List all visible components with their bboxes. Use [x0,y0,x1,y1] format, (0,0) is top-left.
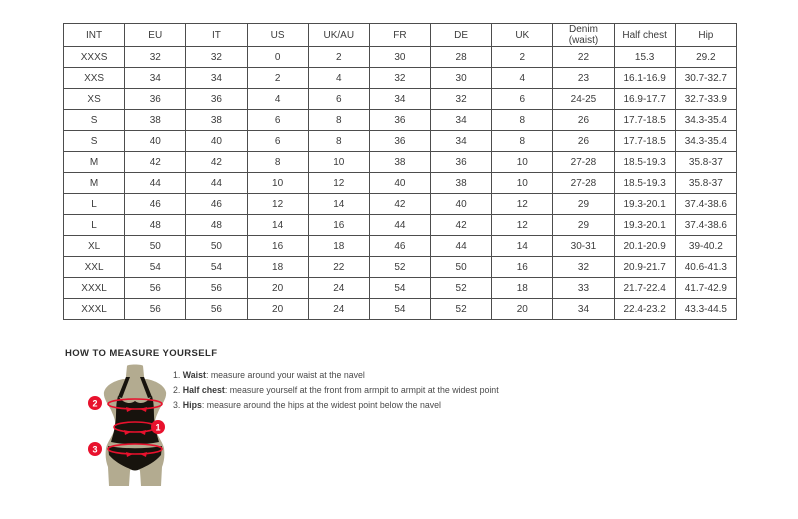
table-row [64,215,737,236]
size-value-cell: 48 [125,215,186,236]
size-value-cell: 32 [125,47,186,68]
size-value-cell: 16 [308,215,369,236]
size-value-cell: 20.9-21.7 [614,257,675,278]
size-value-cell: 6 [308,89,369,110]
size-value-cell: 20.1-20.9 [614,236,675,257]
size-value-cell: 27-28 [553,173,614,194]
size-value-cell: 16 [492,257,553,278]
size-value-cell: 38 [186,110,247,131]
size-value-cell: 56 [186,278,247,299]
size-value-cell: 54 [369,278,430,299]
measure-step [173,401,593,410]
size-value-cell: 29 [553,215,614,236]
size-value-cell: 40.6-41.3 [675,257,736,278]
size-label-cell: S [64,131,125,152]
size-value-cell: 56 [125,299,186,320]
column-header-fr: FR [369,24,430,47]
size-value-cell: 34 [431,110,492,131]
size-value-cell: 50 [186,236,247,257]
step-number: 3. [173,400,181,411]
size-value-cell: 8 [247,152,308,173]
size-value-cell: 37.4-38.6 [675,194,736,215]
column-header-hip: Hip [675,24,736,47]
size-value-cell: 36 [369,110,430,131]
size-label-cell: XXXL [64,278,125,299]
size-value-cell: 46 [125,194,186,215]
table-row [64,257,737,278]
size-value-cell: 10 [492,152,553,173]
size-value-cell: 34.3-35.4 [675,131,736,152]
table-row [64,236,737,257]
table-row [64,47,737,68]
table-row [64,152,737,173]
measure-steps-list [173,371,593,417]
size-value-cell: 34 [369,89,430,110]
size-value-cell: 20 [247,278,308,299]
size-value-cell: 40 [186,131,247,152]
size-value-cell: 54 [369,299,430,320]
size-label-cell: XXL [64,257,125,278]
column-header-eu: EU [125,24,186,47]
marker-1-label: 1 [155,422,161,433]
size-chart [63,23,737,320]
size-value-cell: 2 [247,68,308,89]
size-value-cell: 15.3 [614,47,675,68]
size-value-cell: 10 [247,173,308,194]
table-row [64,110,737,131]
size-value-cell: 34 [125,68,186,89]
step-text: : measure yourself at the front from armpit to armpit at the widest point [224,385,499,396]
size-value-cell: 14 [247,215,308,236]
size-value-cell: 34.3-35.4 [675,110,736,131]
size-value-cell: 0 [247,47,308,68]
size-label-cell: S [64,110,125,131]
size-value-cell: 30 [431,68,492,89]
size-value-cell: 24-25 [553,89,614,110]
size-value-cell: 6 [492,89,553,110]
size-label-cell: XXS [64,68,125,89]
column-header-de: DE [431,24,492,47]
size-value-cell: 44 [369,215,430,236]
size-value-cell: 54 [125,257,186,278]
camisole-bodice [111,396,159,444]
size-value-cell: 18.5-19.3 [614,173,675,194]
size-label-cell: M [64,152,125,173]
size-value-cell: 8 [308,110,369,131]
size-value-cell: 36 [431,152,492,173]
size-value-cell: 32.7-33.9 [675,89,736,110]
size-value-cell: 29.2 [675,47,736,68]
size-value-cell: 17.7-18.5 [614,110,675,131]
size-value-cell: 4 [247,89,308,110]
size-value-cell: 40 [125,131,186,152]
step-number: 2. [173,385,181,396]
size-value-cell: 24 [308,278,369,299]
size-value-cell: 52 [431,278,492,299]
table-row [64,173,737,194]
size-chart-table [63,23,737,320]
size-value-cell: 52 [369,257,430,278]
size-value-cell: 18 [492,278,553,299]
size-value-cell: 14 [308,194,369,215]
size-value-cell: 12 [308,173,369,194]
size-value-cell: 34 [553,299,614,320]
size-value-cell: 32 [369,68,430,89]
size-value-cell: 50 [125,236,186,257]
size-value-cell: 20 [492,299,553,320]
size-value-cell: 35.8-37 [675,173,736,194]
size-value-cell: 32 [553,257,614,278]
size-value-cell: 39-40.2 [675,236,736,257]
size-value-cell: 46 [369,236,430,257]
marker-3-label: 3 [92,444,98,455]
size-value-cell: 36 [125,89,186,110]
size-value-cell: 44 [431,236,492,257]
table-row [64,299,737,320]
step-text: : measure around the hips at the widest point below the navel [201,400,441,411]
size-value-cell: 8 [308,131,369,152]
size-value-cell: 38 [431,173,492,194]
size-value-cell: 38 [125,110,186,131]
size-value-cell: 18 [247,257,308,278]
size-value-cell: 6 [247,110,308,131]
column-header-uk-au: UK/AU [308,24,369,47]
size-value-cell: 17.7-18.5 [614,131,675,152]
size-label-cell: L [64,215,125,236]
size-value-cell: 12 [492,194,553,215]
size-value-cell: 18.5-19.3 [614,152,675,173]
size-value-cell: 52 [431,299,492,320]
step-number: 1. [173,370,181,380]
size-value-cell: 12 [247,194,308,215]
size-value-cell: 42 [186,152,247,173]
size-value-cell: 46 [186,194,247,215]
size-value-cell: 12 [492,215,553,236]
size-value-cell: 10 [308,152,369,173]
size-value-cell: 54 [186,257,247,278]
size-value-cell: 4 [492,68,553,89]
size-value-cell: 41.7-42.9 [675,278,736,299]
size-value-cell: 10 [492,173,553,194]
size-value-cell: 22 [553,47,614,68]
size-chart-header [64,24,737,47]
size-value-cell: 36 [369,131,430,152]
size-value-cell: 2 [308,47,369,68]
column-header-uk: UK [492,24,553,47]
size-value-cell: 35.8-37 [675,152,736,173]
size-value-cell: 19.3-20.1 [614,215,675,236]
size-value-cell: 27-28 [553,152,614,173]
size-value-cell: 34 [186,68,247,89]
size-value-cell: 38 [369,152,430,173]
size-value-cell: 30-31 [553,236,614,257]
size-value-cell: 42 [369,194,430,215]
size-value-cell: 24 [308,299,369,320]
table-row [64,131,737,152]
step-text: : measure around your waist at the navel [205,370,365,380]
header-row [64,24,737,47]
table-row [64,278,737,299]
step-label: Waist [180,370,206,380]
column-header-it: IT [186,24,247,47]
size-value-cell: 26 [553,131,614,152]
marker-2-label: 2 [92,398,98,409]
size-value-cell: 48 [186,215,247,236]
size-value-cell: 40 [431,194,492,215]
size-value-cell: 16.1-16.9 [614,68,675,89]
size-label-cell: XXXS [64,47,125,68]
column-header-us: US [247,24,308,47]
size-value-cell: 33 [553,278,614,299]
size-value-cell: 22.4-23.2 [614,299,675,320]
size-value-cell: 37.4-38.6 [675,215,736,236]
size-value-cell: 50 [431,257,492,278]
size-chart-body [64,47,737,320]
size-value-cell: 56 [125,278,186,299]
column-header-int: INT [64,24,125,47]
size-label-cell: L [64,194,125,215]
measure-section-title: HOW TO MEASURE YOURSELF [65,348,218,359]
size-label-cell: XL [64,236,125,257]
size-value-cell: 4 [308,68,369,89]
table-row [64,89,737,110]
size-value-cell: 36 [186,89,247,110]
table-row [64,68,737,89]
size-value-cell: 23 [553,68,614,89]
table-row [64,194,737,215]
size-label-cell: M [64,173,125,194]
size-value-cell: 40 [369,173,430,194]
measure-step [173,386,593,395]
size-value-cell: 28 [431,47,492,68]
size-value-cell: 29 [553,194,614,215]
size-value-cell: 42 [431,215,492,236]
size-value-cell: 21.7-22.4 [614,278,675,299]
size-value-cell: 42 [125,152,186,173]
column-header-denim-waist-: Denim (waist) [553,24,614,47]
measure-step [173,371,593,380]
size-value-cell: 8 [492,110,553,131]
size-value-cell: 14 [492,236,553,257]
size-value-cell: 56 [186,299,247,320]
size-value-cell: 30 [369,47,430,68]
size-label-cell: XS [64,89,125,110]
size-value-cell: 44 [125,173,186,194]
step-label: Hips [180,400,202,411]
size-value-cell: 16 [247,236,308,257]
size-value-cell: 20 [247,299,308,320]
size-value-cell: 32 [186,47,247,68]
size-value-cell: 18 [308,236,369,257]
size-value-cell: 26 [553,110,614,131]
size-value-cell: 44 [186,173,247,194]
size-label-cell: XXXL [64,299,125,320]
size-value-cell: 30.7-32.7 [675,68,736,89]
size-value-cell: 22 [308,257,369,278]
size-value-cell: 43.3-44.5 [675,299,736,320]
column-header-half-chest: Half chest [614,24,675,47]
step-label: Half chest [180,385,225,396]
size-value-cell: 32 [431,89,492,110]
size-value-cell: 2 [492,47,553,68]
size-value-cell: 34 [431,131,492,152]
size-value-cell: 16.9-17.7 [614,89,675,110]
size-value-cell: 19.3-20.1 [614,194,675,215]
size-value-cell: 8 [492,131,553,152]
size-value-cell: 6 [247,131,308,152]
